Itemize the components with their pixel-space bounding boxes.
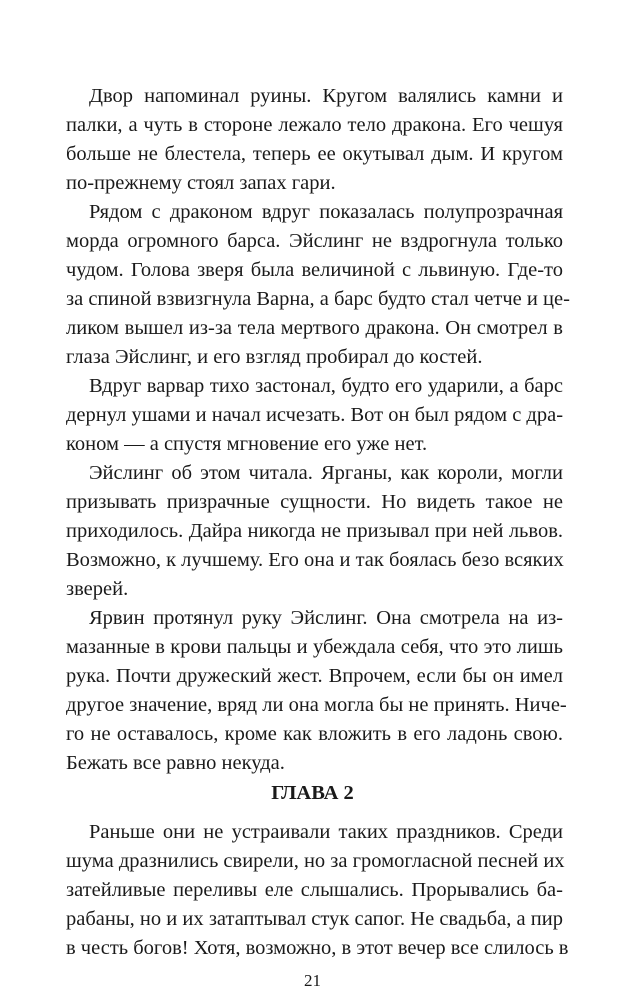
text-line: Возможно, к лучшему. Его она и так боялась безо всяких (66, 549, 564, 571)
text-line: Вдруг варвар тихо застонал, будто его ударили, а барс (89, 375, 563, 397)
text-line: Ярвин протянул руку Эйслинг. Она смотрела на из- (89, 607, 563, 629)
text-line: призывать призрачные сущности. Но видеть такое не (66, 491, 563, 513)
text-line: ликом вышел из-за тела мертвого дракона. Он смотрел в (66, 317, 563, 339)
text-line: Эйслинг об этом читала. Ярганы, как короли, могли (89, 462, 563, 484)
text-line: глаза Эйслинг, и его взгляд пробирал до костей. (66, 346, 483, 368)
text-line: за спиной взвизгнула Варна, а барс будто стал четче и це- (66, 288, 570, 310)
text-line: рука. Почти дружеский жест. Впрочем, если бы он имел (66, 665, 563, 687)
text-line: другое значение, вряд ли она могла бы не принять. Ниче- (66, 694, 567, 716)
text-line: Двор напоминал руины. Кругом валялись камни и (89, 85, 563, 107)
text-line: Рядом с драконом вдруг показалась полупрозрачная (89, 201, 563, 223)
text-line: Раньше они не устраивали таких праздников. Среди (89, 821, 563, 843)
text-line: в честь богов! Хотя, возможно, в этот вечер все слилось в (66, 937, 569, 959)
text-line: больше не блестела, теперь ее окутывал дым. И кругом (66, 143, 563, 165)
text-line: рабаны, но и их затаптывал стук сапог. Не свадьба, а пир (66, 908, 563, 930)
text-line: зверей. (66, 578, 129, 600)
text-line: по-прежнему стоял запах гари. (66, 172, 336, 194)
text-line: мазанные в крови пальцы и убеждала себя, что это лишь (66, 636, 563, 658)
text-line: го не оставалось, кроме как вложить в его ладонь свою. (66, 723, 563, 745)
text-line: дернул ушами и начал исчезать. Вот он был рядом с дра- (66, 404, 564, 426)
text-line: шума дразнились свирели, но за громогласной песней их (66, 850, 565, 872)
page-number: 21 (304, 971, 321, 990)
text-line: морда огромного барса. Эйслинг не вздрогнула только (66, 230, 563, 252)
text-line: палки, а чуть в стороне лежало тело дракона. Его чешуя (66, 114, 563, 136)
text-line: чудом. Голова зверя была величиной с львиную. Где-то (66, 259, 563, 281)
text-line: приходилось. Дайра никогда не призывал при ней львов. (66, 520, 563, 542)
text-line: Бежать все равно некуда. (66, 752, 285, 774)
text-line: коном — а спустя мгновение его уже нет. (66, 433, 428, 455)
text-line: затейливые переливы еле слышались. Прорывались ба- (66, 879, 563, 901)
chapter-heading: ГЛАВА 2 (271, 782, 354, 804)
